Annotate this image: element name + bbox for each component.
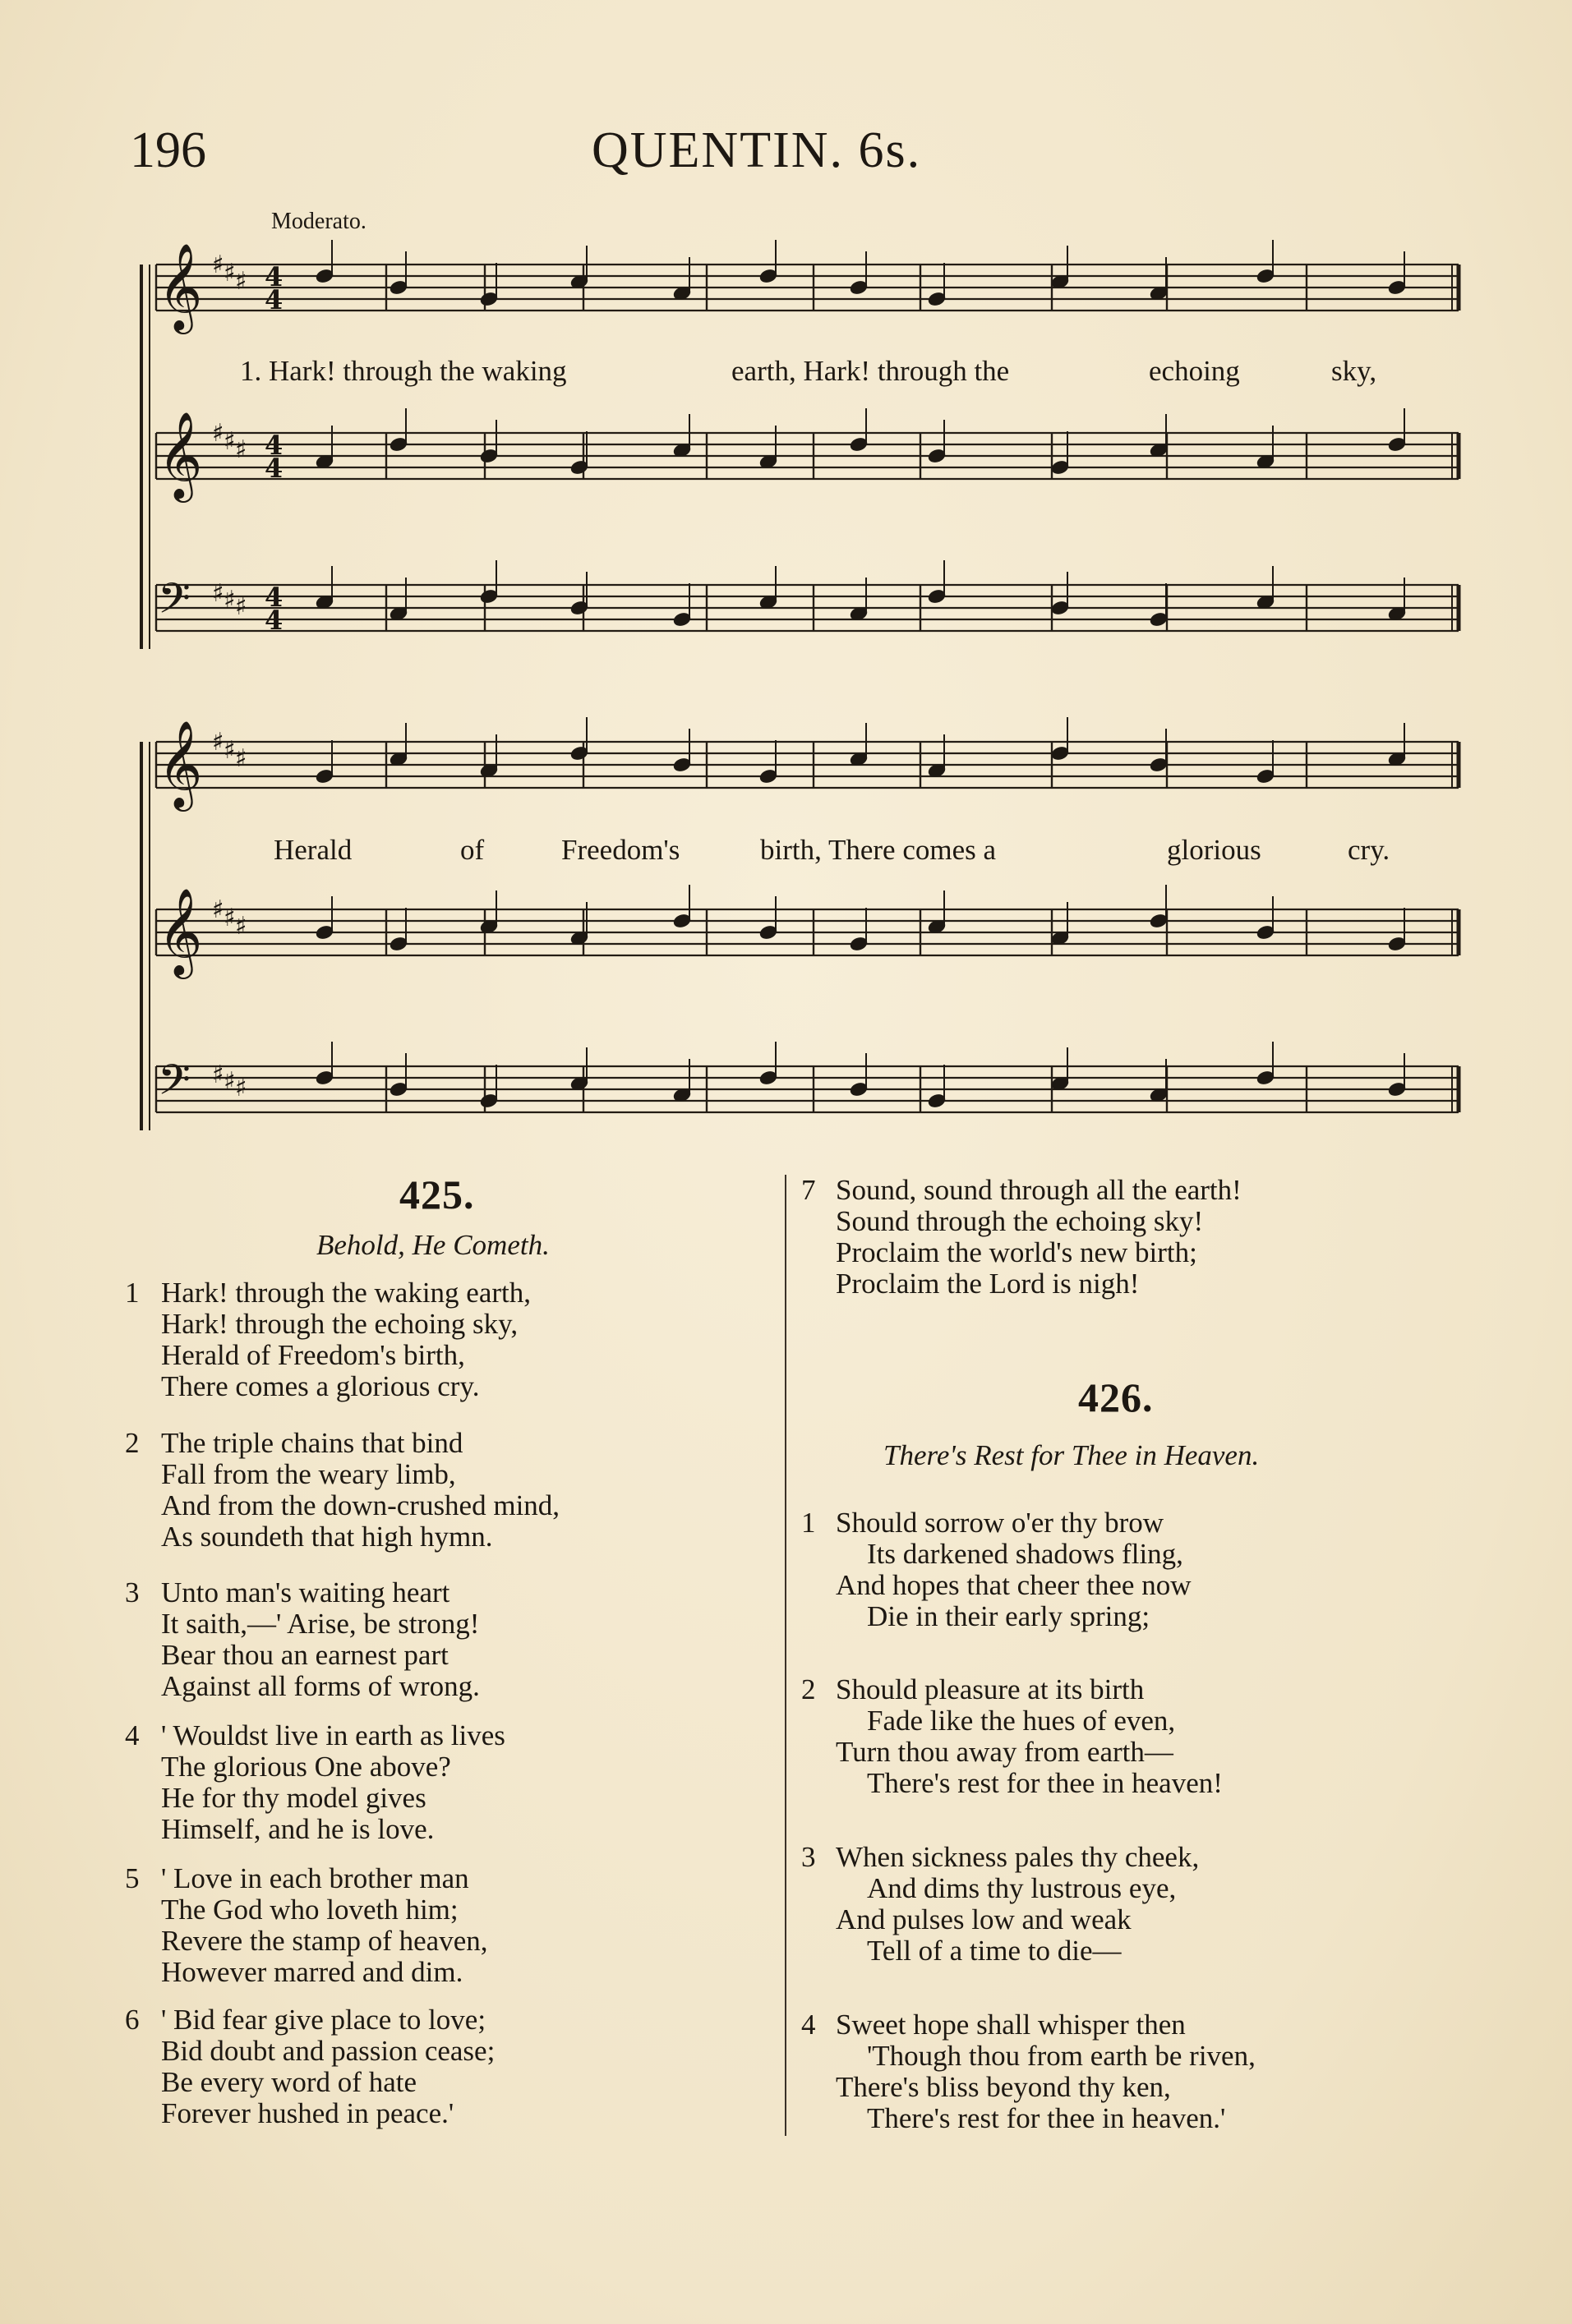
verse-line: And pulses low and weak: [836, 1903, 1132, 1935]
verse-line: Fade like the hues of even,: [867, 1705, 1176, 1737]
svg-text:𝄞: 𝄞: [158, 242, 203, 330]
lyric-system1-part1: 1. Hark! through the waking: [240, 355, 567, 387]
verse-line: Sound through the echoing sky!: [836, 1205, 1204, 1237]
svg-text:𝄢: 𝄢: [158, 573, 191, 633]
verse-number: 4: [125, 1719, 140, 1751]
hymn-425-number: 425.: [399, 1171, 475, 1217]
svg-text:4: 4: [265, 284, 284, 315]
hymn-426-verse-4: [801, 2009, 1256, 2134]
lyric-system1-part4: sky,: [1331, 355, 1377, 387]
svg-text:4: 4: [265, 430, 284, 461]
verse-line: Sweet hope shall whisper then: [836, 2009, 1186, 2041]
lyric-system1-part2: earth, Hark! through the: [731, 355, 1010, 387]
verse-line: And hopes that cheer thee now: [836, 1569, 1192, 1601]
verse-line: It saith,—' Arise, be strong!: [161, 1608, 480, 1640]
svg-text:♯: ♯: [235, 744, 247, 773]
svg-text:𝄞: 𝄞: [158, 887, 203, 975]
verse-line: There's rest for thee in heaven!: [867, 1767, 1223, 1799]
hymn-426-verse-1: [801, 1507, 1192, 1632]
verse-line: Herald of Freedom's birth,: [161, 1339, 465, 1371]
verse-number: 2: [125, 1427, 140, 1459]
hymn-425-verse-3: [125, 1577, 480, 1702]
lyric-system2-part6: cry.: [1348, 834, 1390, 866]
svg-text:♯: ♯: [235, 267, 247, 296]
hymn-425-verse-2: [125, 1428, 560, 1553]
svg-text:𝄢: 𝄢: [158, 1055, 191, 1115]
verse-line: Hark! through the waking earth,: [161, 1277, 531, 1309]
bar-lines: [141, 265, 1459, 1130]
verse-number: 3: [801, 1841, 816, 1873]
verse-line: Forever hushed in peace.': [161, 2097, 454, 2129]
verse-line: Be every word of hate: [161, 2066, 417, 2098]
svg-text:♯: ♯: [212, 728, 224, 757]
verse-line: As soundeth that high hymn.: [161, 1521, 493, 1553]
svg-text:♯: ♯: [224, 904, 236, 932]
verse-line: Tell of a time to die—: [867, 1935, 1122, 1967]
verse-number: 2: [801, 1673, 816, 1705]
verse-line: Its darkened shadows fling,: [867, 1538, 1183, 1570]
hymn-426-verse-2: [801, 1674, 1223, 1799]
svg-text:𝄞: 𝄞: [158, 411, 203, 499]
verse-line: Bid doubt and passion cease;: [161, 2035, 496, 2067]
svg-text:♯: ♯: [212, 251, 224, 279]
svg-text:♯: ♯: [212, 895, 224, 924]
verse-line: 'Though thou from earth be riven,: [867, 2040, 1256, 2072]
hymn-425-verse-4: [125, 1720, 505, 1845]
verse-line: Himself, and he is love.: [161, 1813, 435, 1845]
tempo-marking: Moderato.: [271, 209, 366, 234]
verse-line: Against all forms of wrong.: [161, 1670, 480, 1702]
hymn-425-verse-6: [125, 2004, 495, 2129]
svg-text:♯: ♯: [212, 1061, 224, 1089]
svg-text:♯: ♯: [212, 419, 224, 448]
svg-text:♯: ♯: [224, 259, 236, 288]
verse-number: 5: [125, 1862, 140, 1894]
lyric-system2-part4: birth, There comes a: [760, 834, 997, 866]
verse-line: ' Wouldst live in earth as lives: [161, 1719, 505, 1751]
svg-text:♯: ♯: [235, 1074, 247, 1102]
verse-line: However marred and dim.: [161, 1956, 463, 1988]
verse-line: Proclaim the world's new birth;: [836, 1236, 1197, 1268]
svg-text:4: 4: [265, 261, 284, 292]
column-divider: [785, 1175, 786, 2136]
tune-title: QUENTIN. 6s.: [592, 122, 922, 178]
verse-line: Proclaim the Lord is nigh!: [836, 1268, 1140, 1300]
svg-text:♯: ♯: [235, 592, 247, 621]
page-number: 196: [130, 122, 206, 178]
hymn-425-verse-5: [125, 1863, 487, 1988]
lyric-system2-part3: Freedom's: [561, 834, 680, 866]
verse-number: 6: [125, 2004, 140, 2036]
verse-line: He for thy model gives: [161, 1782, 426, 1814]
verse-number: 4: [801, 2009, 816, 2041]
verse-line: There's bliss beyond thy ken,: [836, 2071, 1171, 2103]
verse-line: Bear thou an earnest part: [161, 1639, 449, 1671]
svg-text:♯: ♯: [224, 427, 236, 456]
svg-text:4: 4: [265, 453, 284, 484]
verse-line: The God who loveth him;: [161, 1894, 459, 1926]
verse-line: ' Love in each brother man: [161, 1862, 469, 1894]
hymn-425-verse-7: [801, 1175, 1242, 1300]
verse-line: Should pleasure at its birth: [836, 1673, 1145, 1705]
verse-line: Die in their early spring;: [867, 1600, 1150, 1632]
svg-text:4: 4: [265, 605, 284, 636]
svg-text:♯: ♯: [212, 579, 224, 608]
verse-line: When sickness pales thy cheek,: [836, 1841, 1200, 1873]
verse-line: Revere the stamp of heaven,: [161, 1925, 488, 1957]
svg-text:♯: ♯: [235, 912, 247, 941]
svg-text:♯: ♯: [224, 586, 236, 614]
hymn-425-subtitle: Behold, He Cometh.: [316, 1229, 550, 1261]
verse-line: There's rest for thee in heaven.': [867, 2102, 1226, 2134]
verse-line: And from the down-crushed mind,: [161, 1489, 560, 1521]
svg-text:♯: ♯: [224, 736, 236, 765]
verse-number: 3: [125, 1576, 140, 1608]
lyric-system2-part2: of: [460, 834, 485, 866]
svg-text:𝄞: 𝄞: [158, 720, 203, 808]
verse-line: Fall from the weary limb,: [161, 1458, 456, 1490]
lyric-system1-part3: echoing: [1149, 355, 1240, 387]
hymn-425-verse-1: [125, 1277, 531, 1402]
verse-number: 7: [801, 1174, 816, 1206]
verse-line: Unto man's waiting heart: [161, 1576, 450, 1608]
verse-line: There comes a glorious cry.: [161, 1370, 480, 1402]
svg-text:♯: ♯: [224, 1067, 236, 1096]
lyric-system2-part5: glorious: [1167, 834, 1261, 866]
verse-line: ' Bid fear give place to love;: [161, 2004, 486, 2036]
hymn-426-subtitle: There's Rest for Thee in Heaven.: [883, 1439, 1260, 1471]
verse-line: Should sorrow o'er thy brow: [836, 1507, 1164, 1539]
verse-line: And dims thy lustrous eye,: [867, 1872, 1177, 1904]
verse-line: Sound, sound through all the earth!: [836, 1174, 1242, 1206]
verse-line: The glorious One above?: [161, 1751, 451, 1783]
verse-number: 1: [801, 1507, 816, 1539]
verse-line: The triple chains that bind: [161, 1427, 463, 1459]
svg-text:♯: ♯: [235, 435, 247, 464]
svg-text:4: 4: [265, 582, 284, 613]
hymn-426-verse-3: [801, 1842, 1199, 1967]
staff-lines: [156, 265, 1459, 1112]
hymn-426-number: 426.: [1078, 1374, 1154, 1420]
verse-line: Hark! through the echoing sky,: [161, 1308, 519, 1340]
verse-line: Turn thou away from earth—: [836, 1736, 1173, 1768]
verse-number: 1: [125, 1277, 140, 1309]
lyric-system2-part1: Herald: [274, 834, 353, 866]
